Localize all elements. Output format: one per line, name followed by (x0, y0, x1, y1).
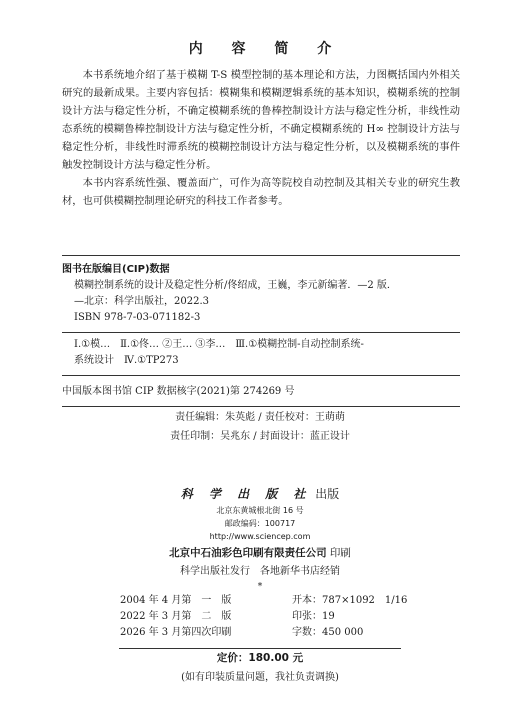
distribution-line: 科学出版社发行 各地新华书店经销 (180, 566, 340, 577)
cip-isbn: ISBN 978-7-03-071182-3 (74, 312, 201, 323)
publisher-block (0, 484, 520, 593)
edition-row (120, 593, 420, 609)
cip-divider (62, 375, 460, 376)
summary-paragraph-1: 本书系统地介绍了基于模糊 T-S 模型控制的基本理论和方法，力图概括国内外相关研究的最新成果。主要内容包括：模糊集和模糊逻辑系统的基本知识，模糊系统的控制设计方法与稳定性分析，不确定模糊系统的鲁棒控制设计方法与稳定性分析，非线性动态系统的模糊鲁棒控制设计方法与稳定性分析，不确定模糊系统的 H∞ 控制设计方法与稳定性分析，非线性时滞系统的模糊控制设计方法与稳定性分析，以及模糊系统的事件触发控制设计方法与稳定性分析。 (62, 69, 460, 171)
printer-name: 北京中石油彩色印刷有限责任公司 (169, 547, 327, 559)
price-block (0, 648, 520, 687)
printer-line (0, 543, 520, 563)
page-title: 内 容 简 介 (188, 41, 344, 57)
edition-spec: 开本：787×1092 1/16 (292, 595, 408, 606)
edition-spec: 印张：19 (292, 611, 335, 622)
publisher-name-suffix: 出版 (315, 487, 340, 501)
cip-heading: 图书在版编目(CIP)数据 (62, 264, 170, 275)
publisher-name: 科 学 出 版 社 (180, 487, 312, 501)
edition-row (120, 625, 420, 641)
publisher-name-line (0, 484, 520, 504)
editor-credit-line-1: 责任编辑：朱英彪 / 责任校对：王萌萌 (175, 412, 345, 423)
publisher-postcode: 邮政编码：100717 (224, 519, 296, 528)
editor-credit-line-2: 责任印制：吴兆东 / 封面设计：蓝正设计 (170, 431, 350, 442)
cip-divider (62, 332, 460, 333)
edition-date: 2004 年 4 月第 一 版 (120, 595, 232, 606)
quality-note: (如有印装质量问题，我社负责调换) (181, 672, 339, 683)
cip-data-block (62, 255, 460, 407)
price-text: 定价：180.00 元 (216, 652, 304, 664)
separator-star: * (257, 582, 263, 592)
cip-classification-line-2: 系统设计 Ⅳ.①TP273 (74, 355, 179, 366)
edition-date: 2026 年 3 月第四次印刷 (120, 627, 232, 638)
edition-info-table (120, 593, 420, 641)
printer-suffix: 印刷 (329, 547, 351, 559)
cip-title-line: 模糊控制系统的设计及稳定性分析/佟绍成，王巍，李元新编著．—2 版． (74, 280, 397, 291)
edition-row (120, 609, 420, 625)
cip-classification-line-1: Ⅰ.①模… Ⅱ.①佟… ②王… ③李… Ⅲ.①模糊控制-自动控制系统- (74, 339, 364, 350)
editorial-credits (0, 408, 520, 446)
book-summary (62, 66, 460, 210)
cip-publisher-line: —北京：科学出版社，2022.3 (74, 296, 209, 307)
cip-record-number: 中国版本图书馆 CIP 数据核字(2021)第 274269 号 (62, 386, 295, 397)
edition-date: 2022 年 3 月第 二 版 (120, 611, 232, 622)
summary-paragraph-2: 本书内容系统性强、覆盖面广，可作为高等院校自动控制及其相关专业的研究生教材，也可供模糊控制理论研究的科技工作者参考。 (62, 177, 460, 207)
edition-spec: 字数：450 000 (292, 627, 364, 638)
publisher-website: http://www.sciencep.com (209, 532, 311, 541)
publisher-address: 北京东黄城根北街 16 号 (216, 506, 304, 515)
